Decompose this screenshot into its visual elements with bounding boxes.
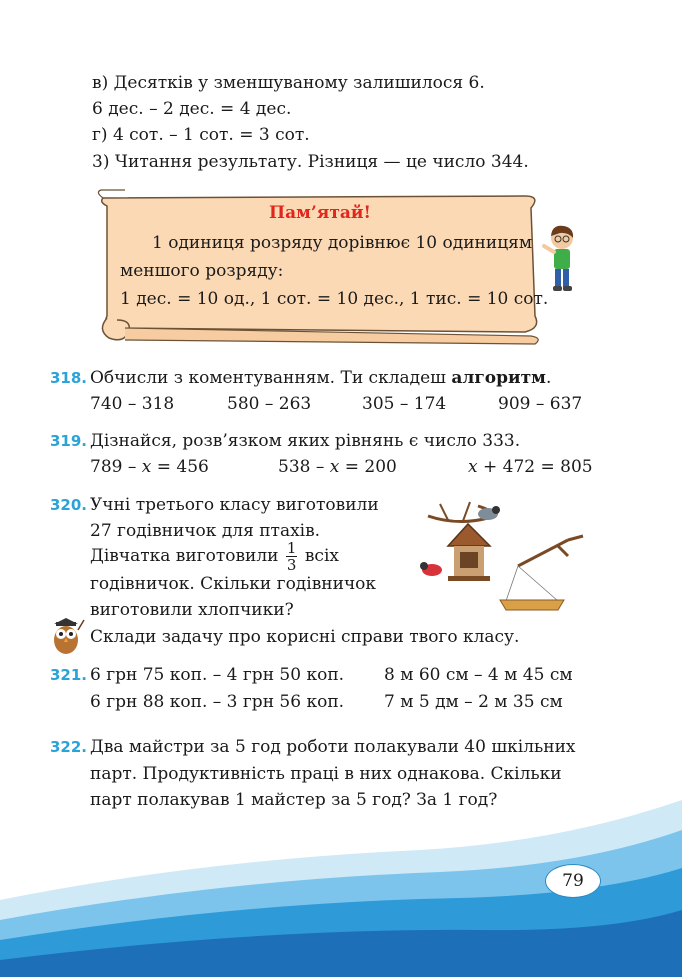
intro-line-2: 6 дес. – 2 дес. = 4 дес. — [92, 99, 292, 119]
remember-line-3: 1 дес. = 10 од., 1 сот. = 10 дес., 1 тис. = 10 сот. — [120, 289, 549, 309]
task-318-number: 318. — [50, 369, 88, 387]
task-318-expr-1: 740 – 318 — [90, 394, 175, 414]
task-319-text: Дізнайся, розв’язком яких рівнянь є число 333. — [90, 431, 521, 451]
task-321-number: 321. — [50, 666, 88, 684]
task-320-line-5: виготовили хлопчики? — [90, 600, 294, 620]
intro-line-1: в) Десятків у зменшуваному залишилося 6. — [92, 73, 485, 93]
task-321-expr-1: 6 грн 75 коп. – 4 грн 50 коп. — [90, 665, 345, 685]
remember-line-2: меншого розряду: — [120, 261, 284, 281]
task-321-expr-4: 7 м 5 дм – 2 м 35 см — [384, 692, 563, 712]
remember-title: Пам’ятай! — [269, 203, 371, 223]
task-320-line-4: годівничок. Скільки годівничок — [90, 574, 377, 594]
fraction-denominator: 3 — [286, 556, 297, 574]
intro-line-3: г) 4 сот. – 1 сот. = 3 сот. — [92, 125, 310, 145]
task-319-eq-2 — [278, 456, 397, 478]
task-322-line-2: парт. Продуктивність праці в них однакова. Скільки — [90, 764, 562, 784]
task-320-number: 320. — [50, 496, 88, 514]
task-322-line-3: парт полакував 1 майстер за 5 год? За 1 год? — [90, 790, 498, 810]
task-322-number: 322. — [50, 738, 88, 756]
task-322-line-1: Два майстри за 5 год роботи полакували 40 шкільних — [90, 737, 576, 757]
bird-feeder-illustration — [418, 496, 588, 618]
task-318-expr-3: 305 – 174 — [362, 394, 447, 414]
task-320-line-2: 27 годівничок для птахів. — [90, 521, 321, 541]
page-number: 79 — [545, 864, 601, 898]
task-319-eq-1 — [90, 456, 209, 478]
remember-line-1: 1 одиниця розряду дорівнює 10 одиницям — [152, 233, 533, 253]
task-318-keyword: алгоритм — [451, 368, 546, 388]
task-320-line-1: Учні третього класу виготовили — [90, 495, 379, 515]
task-320-girls-text: Дівчатка виготовили — [90, 546, 279, 566]
task-321-expr-3: 6 грн 88 коп. – 3 грн 56 коп. — [90, 692, 345, 712]
eq-3-right: + 472 = 805 — [483, 457, 593, 477]
eq-1-variable: x — [141, 457, 152, 477]
eq-1-right: = 456 — [156, 457, 209, 477]
task-318-text — [90, 367, 551, 389]
task-318-dot: . — [545, 368, 552, 388]
fraction-numerator: 1 — [286, 539, 297, 557]
eq-2-right: = 200 — [344, 457, 397, 477]
boy-illustration — [538, 222, 584, 294]
task-318-expr-2: 580 – 263 — [227, 394, 312, 414]
eq-3-variable: x — [468, 457, 478, 477]
eq-1-left: 789 – — [90, 457, 137, 477]
task-320-line-6: Склади задачу про корисні справи твого класу. — [90, 627, 520, 647]
task-318-statement: Обчисли з коментуванням. Ти складеш — [90, 368, 446, 388]
eq-2-left: 538 – — [278, 457, 325, 477]
task-321-expr-2: 8 м 60 см – 4 м 45 см — [384, 665, 573, 685]
task-319-number: 319. — [50, 432, 88, 450]
task-318-expr-4: 909 – 637 — [498, 394, 583, 414]
fraction-one-third — [286, 540, 298, 573]
task-319-eq-3 — [468, 456, 593, 478]
intro-line-4: 3) Читання результату. Різниця — це число 344. — [92, 152, 529, 172]
task-320-all-text: всіх — [304, 546, 339, 566]
task-320-line-3 — [90, 539, 339, 573]
owl-icon — [48, 616, 86, 656]
eq-2-variable: x — [329, 457, 340, 477]
